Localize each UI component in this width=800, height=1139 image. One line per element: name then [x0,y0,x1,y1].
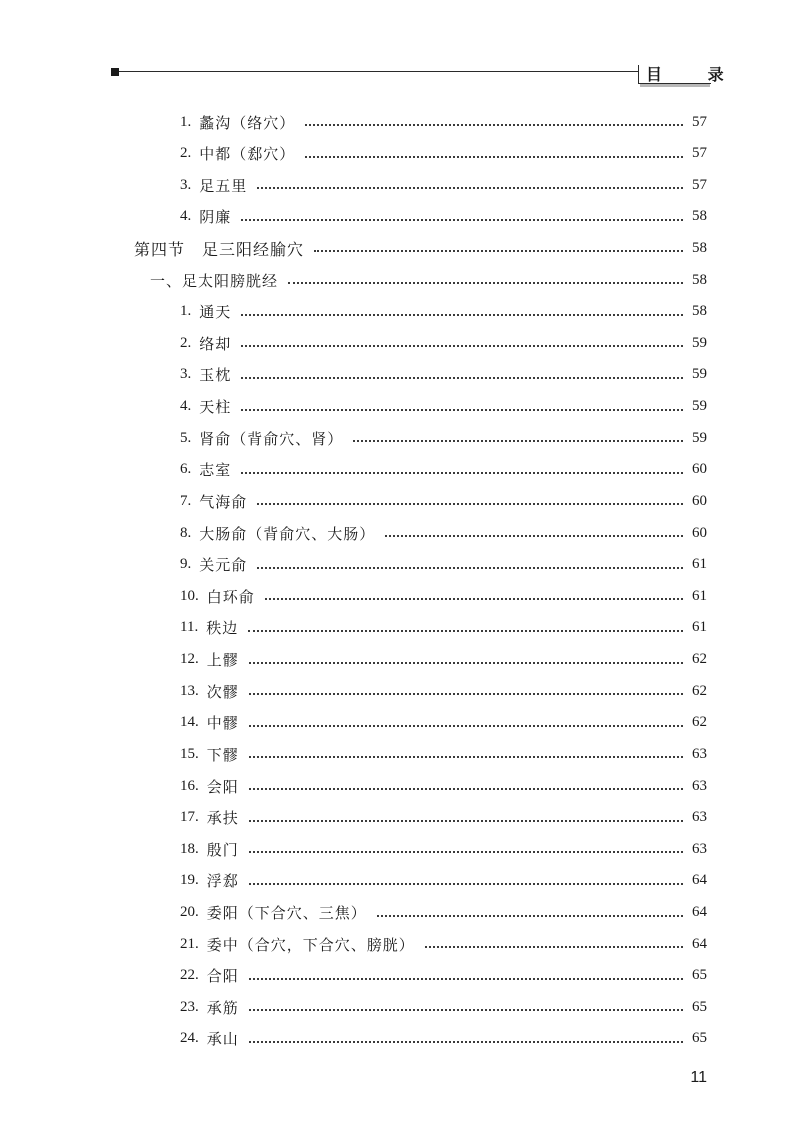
dot-leader [241,377,683,379]
toc-entry [180,1027,707,1051]
toc-entry-number: 18. [180,840,199,857]
dot-leader [249,725,683,727]
dot-leader [353,440,683,442]
toc-entry-page: 62 [692,714,707,731]
toc-entry-number: 16. [180,777,199,794]
dot-leader [249,1009,683,1011]
dot-leader [377,915,683,917]
toc-entry-number: 7. [180,492,192,509]
toc-entry [180,869,707,893]
toc-entry-page: 65 [692,998,707,1015]
toc-entry [180,584,707,608]
toc-entry [180,142,707,166]
toc-entry [180,205,707,229]
toc-entry [180,489,707,513]
toc-entry-page: 58 [692,208,707,225]
toc-entry [180,458,707,482]
toc-entry-number: 13. [180,682,199,699]
dot-leader [241,219,683,221]
toc-entry-title: 蠡沟（络穴） [199,113,296,132]
toc-entry-title: 下髎 [206,745,239,764]
toc-entry-page: 58 [692,239,707,256]
toc-entry-number: 1. [180,303,192,320]
toc-entry-title: 次髎 [206,682,239,701]
toc-entry-number: 6. [180,461,192,478]
dot-leader [249,693,683,695]
toc-entry-title: 志室 [199,461,232,480]
toc-entry [180,110,707,134]
toc-entry-page: 63 [692,809,707,826]
toc-entry-title: 通天 [199,303,232,322]
toc-entry [180,806,707,830]
toc-entry-title: 阴廉 [199,208,232,227]
dot-leader [249,756,683,758]
dot-leader [249,883,683,885]
toc-entry [180,426,707,450]
toc-entry-number: 23. [180,998,199,1015]
toc-entry-page: 63 [692,777,707,794]
toc-entry-number: 3. [180,176,192,193]
toc-entry-title: 秩边 [206,619,239,638]
toc-entry-page: 62 [692,682,707,699]
toc-entry-number: 10. [180,587,199,604]
dot-leader [241,409,683,411]
toc-entry-number: 5. [180,429,192,446]
toc-entry-title: 浮郄 [206,872,239,891]
toc-entry-page: 65 [692,967,707,984]
toc-entry [180,901,707,925]
toc-entry-number: 2. [180,334,192,351]
toc-entry-page: 59 [692,429,707,446]
toc-entry-page: 57 [692,176,707,193]
toc-chapter-entry [150,268,707,292]
toc-entry-page: 59 [692,398,707,415]
toc-entry-title: 天柱 [199,398,232,417]
toc-entry-title: 承山 [206,1030,239,1049]
dot-leader [314,250,683,252]
toc-entry-page: 63 [692,745,707,762]
toc-entry-number: 21. [180,935,199,952]
toc-entry-title: 中都（郄穴） [199,145,296,164]
toc-entry-title: 承扶 [206,809,239,828]
toc-entry-page: 61 [692,587,707,604]
toc-section-heading [134,236,707,260]
toc-entry-number: 12. [180,651,199,668]
dot-leader [257,503,683,505]
toc-entry [180,711,707,735]
dot-leader [241,472,683,474]
dot-leader [385,535,683,537]
dot-leader [288,282,683,284]
dot-leader [249,851,683,853]
dot-leader [257,187,683,189]
toc-entry-number: 8. [180,524,192,541]
toc-entry-title: 气海俞 [199,492,248,511]
toc-entry-number: 9. [180,556,192,573]
toc-entry-page: 59 [692,334,707,351]
toc-entry-title: 大肠俞（背俞穴、大肠） [199,524,376,543]
toc-entry [180,616,707,640]
toc-entry-number: 4. [180,398,192,415]
toc-entry-page: 60 [692,461,707,478]
toc-entry-title: 肾俞（背俞穴、肾） [199,429,344,448]
toc-entry-title: 中髎 [206,714,239,733]
toc-entry-number: 15. [180,745,199,762]
toc-entry-number: 14. [180,714,199,731]
toc-entry-page: 64 [692,904,707,920]
toc-entry-number: 19. [180,872,199,889]
toc-entry-number: 20. [180,904,199,920]
toc-entry-title: 一、足太阳膀胱经 [150,271,279,290]
toc-entry-title: 第四节 足三阳经腧穴 [134,239,305,259]
toc-entry [180,679,707,703]
dot-leader [305,124,683,126]
toc-entry-title: 承筋 [206,998,239,1017]
toc-entry-title: 白环俞 [206,587,255,606]
toc-entry [180,173,707,197]
running-header-title: 目 录 [646,65,744,84]
dot-leader [249,662,683,664]
toc-entry-title: 会阳 [206,777,239,796]
toc-entry-title: 足五里 [199,176,248,195]
toc-entry [180,995,707,1019]
toc-entry [180,395,707,419]
dot-leader [248,630,683,632]
toc-entry-number: 11. [180,619,199,636]
toc-entry-page: 58 [692,303,707,320]
toc-entry [180,300,707,324]
toc-entry [180,742,707,766]
toc-entry [180,964,707,988]
toc-entry-title: 络却 [199,334,232,353]
toc-entry-page: 62 [692,651,707,668]
toc-entry-title: 玉枕 [199,366,232,385]
toc-entry [180,553,707,577]
toc-entry-number: 17. [180,809,199,826]
page-number: 11 [690,1069,707,1086]
toc-entry [180,774,707,798]
toc-entry [180,932,707,956]
dot-leader [257,567,683,569]
dot-leader [249,1041,683,1043]
toc-entry-title: 委阳（下合穴、三焦） [206,904,367,922]
dot-leader [425,946,683,948]
toc-entry [180,521,707,545]
toc-entry-page: 63 [692,840,707,857]
toc-entry-page: 65 [692,1030,707,1047]
toc-entry-title: 上髎 [206,651,239,670]
toc-entry-number: 3. [180,366,192,383]
dot-leader [265,598,683,600]
toc-entry [180,648,707,672]
toc-entry-title: 关元俞 [199,556,248,575]
toc-entry-page: 59 [692,366,707,383]
dot-leader [241,314,683,316]
toc-entry-title: 委中（合穴，下合穴、膀胱） [206,935,415,954]
toc-entry-page: 64 [692,872,707,889]
toc-entry-page: 64 [692,935,707,952]
toc-entry-number: 1. [180,113,192,130]
toc-entry-number: 22. [180,967,199,984]
dot-leader [305,156,683,158]
toc-entry-number: 2. [180,145,192,162]
toc-entry [180,331,707,355]
dot-leader [249,788,683,790]
toc-entry-title: 殷门 [206,840,239,859]
toc-entry-page: 57 [692,113,707,130]
dot-leader [249,978,683,980]
toc-entry-page: 61 [692,556,707,573]
toc-entry-title: 合阳 [206,967,239,986]
toc-entry-number: 4. [180,208,192,225]
dot-leader [249,820,683,822]
toc-entry-number: 24. [180,1030,199,1047]
toc-entry [180,837,707,861]
toc-entry-page: 60 [692,524,707,541]
toc-entry-page: 57 [692,145,707,162]
toc-entry-page: 58 [692,271,707,288]
toc-entry-page: 61 [692,619,707,636]
toc-entry-page: 60 [692,492,707,509]
dot-leader [241,345,683,347]
toc-entry [180,363,707,387]
